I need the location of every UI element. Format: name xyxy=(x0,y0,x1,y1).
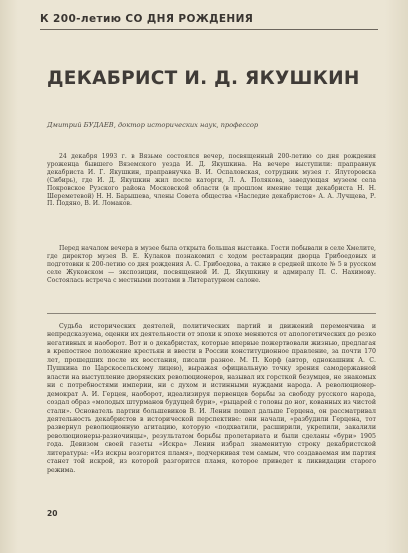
article-byline: Дмитрий БУДАЕВ, доктор исторических наук, профессор xyxy=(47,121,259,129)
page-number: 20 xyxy=(47,509,58,518)
section-divider xyxy=(47,313,376,314)
paragraph-main: Судьба исторических деятелей, политических партий и движений переменчива и непредсказуема, оценки их деятельности от эпохи к эпохе меняются от апологетических до резко негативных и наоборот. Вот и о декабристах, которые впервые пожертвовали жизнью, предлагая в крепостное положение крестьян и ввести в России конституционное правление, за почти 170 лет, прошедших после их восстания, писали разное. М. П. Корф (автор, однокашник А. С. Пушкина по Царскосельскому лицею), выражая официальную точку зрения самодержавной власти на выступление дворянских революционеров, называл их горсткой безумцев, не знакомых ни с потребностями империи, ни с духом и истинными нуждами народа. А революционер-демократ А. И. Герцен, наоборот, идеализируя первенцев борьбы за свободу русского народа, создал образ «молодых штурманов будущей бури», «рыцарей с головы до ног, кованных из чистой стали». Основатель партии большевиков В. И. Ленин пошел дальше Герцена, он рассматривал деятельность декабристов в исторической перспективе: они начали, «разбудили Герцена, тот развернул революционную агитацию, которую «подхватили, расширили, укрепили, закалили революционеры-разночинцы», результатом борьбы пролетариата и были сделаны «бури» 1905 года. Девизом своей газеты «Искра» Ленин избрал знаменитую строку декабристской литературы: «Из искры возгорится пламя», подчеркивая тем самым, что создаваемая им партия станет той искрой, из которой разгорится пламя, которое приведет к ликвидации старого режима. xyxy=(47,323,376,474)
paragraph-exhibition: Перед началом вечера в музее была открыта большая выставка. Гости побывали в селе Хмелите, где директор музея В. Е. Кулаков познакомил с ходом реставрации дворца Грибоедовых и подготовки к 200-летию со дня рождения А. С. Грибоедова, а также в средней школе № 5 в русском селе Жуковском — экспозиции, посвященной И. Д. Якушкину и адмиралу П. С. Нахимову. Состоялась встреча с местными поэтами в Литературном салоне. xyxy=(47,245,376,284)
header-rule xyxy=(40,29,378,30)
article-title: ДЕКАБРИСТ И. Д. ЯКУШКИН xyxy=(47,68,360,89)
section-header: К 200-летию СО ДНЯ РОЖДЕНИЯ xyxy=(40,13,254,25)
paragraph-intro: 24 декабря 1993 г. в Вязьме состоялся вечер, посвященный 200-летию со дня рождения уроженца бывшего Вяземского уезда И. Д. Якушкина. На вечере выступили: праправнук декабриста И. Г. Якушкин, праправнучка В. И. Оспаловская, сотрудник музея г. Ялуторовска (Сибирь), где И. Д. Якушкин жил после каторги, Л. А. Полякова, заведующая музеем села Покровское Рузского района Московской области (в прошлом имение тещи декабриста Н. Н. Шереметевой) Н. Н. Барышева, члены Совета общества «Наследие декабристов» А. А. Лучщева, Р. П. Подяно, В. И. Ломаков. xyxy=(47,153,376,208)
